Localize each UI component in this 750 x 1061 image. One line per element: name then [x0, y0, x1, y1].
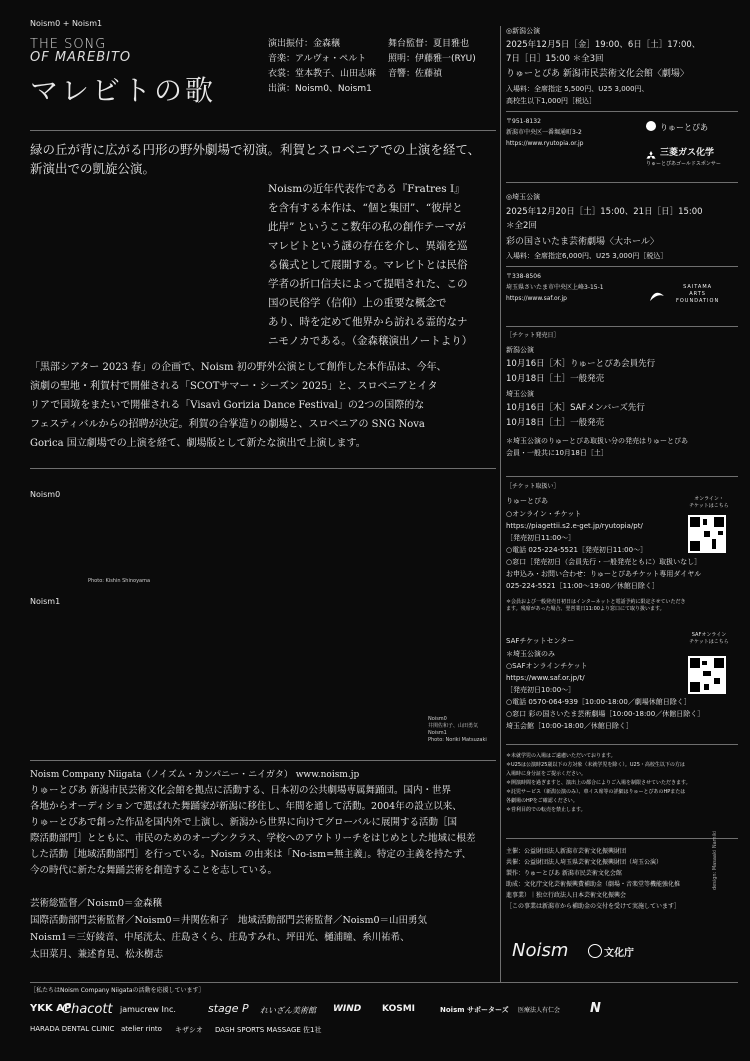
company-line: 各地からオーディションで選ばれた舞踊家が新潟に移住し、年間を通して活動。2004年の設立以来、	[30, 801, 462, 812]
staff-line: 国際活動部門芸術監督／Noism0＝井関佐和子 地域活動部門芸術監督／Noism0＝山田勇気	[30, 915, 427, 926]
credits-right	[388, 38, 503, 83]
divider	[506, 266, 738, 267]
handling-line: ＊埼玉公演のみ	[506, 650, 555, 658]
sponsor-logo: stage P	[208, 1002, 249, 1015]
sponsors-heading: ［私たちはNoism Company Niigataの活動を応援しています］	[30, 987, 205, 994]
tickets-saitama-label: 埼玉公演	[506, 390, 534, 398]
divider	[30, 982, 738, 983]
note-line: 各劇場のHPをご確認ください。	[506, 798, 578, 804]
saf-logo-line: ARTS	[689, 291, 706, 297]
niigata-venue: りゅーとぴあ 新潟市民芸術文化会館〈劇場〉	[506, 69, 689, 79]
note-line: 会員・一般共に10月18日［土］	[506, 449, 608, 457]
company-heading: Noism Company Niigata（ノイズム・カンパニー・ニイガタ） www.noism.jp	[30, 770, 360, 780]
credit-line: 照明：伊藤雅一(RYU)	[388, 54, 476, 64]
handling-line: ［発売初日10:00〜］	[506, 686, 576, 694]
company-line: 際活動部門］とともに、市民のためのオープンクラス、学校へのアウトリーチをはじめとした地域に根差	[30, 833, 476, 844]
saf-qr-label	[682, 632, 736, 646]
note-line: 此岸” というここ数年の私の創作テーマが	[268, 221, 466, 233]
photo-label-noism0: Noism0	[30, 490, 61, 499]
address-line: https://www.ryutopia.or.jp	[506, 140, 584, 147]
organizer-line: 進事業）｜独立行政法人日本芸術文化振興会	[506, 892, 627, 899]
handling-line: ○電話 0570-064-939［10:00-18:00／劇場休館日除く］	[506, 698, 691, 706]
divider	[506, 476, 738, 477]
saitama-heading: ◎埼玉公演	[506, 193, 541, 201]
handling-line: ○窓口 彩の国さいたま芸術劇場［10:00-18:00／休館日除く］	[506, 710, 705, 718]
note-line: ます。残席があった場合、翌営業日11:00より窓口にて取り扱います。	[506, 606, 665, 612]
saf-qr-code[interactable]	[688, 656, 726, 694]
sponsor-logo: Chacott	[62, 1002, 113, 1017]
company-line: Noism0 + Noism1	[30, 19, 103, 28]
date-line: 2025年12月20日［土］15:00、21日［日］15:00	[506, 207, 703, 217]
handling-line: 埼玉会館［10:00-18:00／休館日除く］	[506, 722, 633, 730]
credit-line: 音響：佐藤禎	[388, 69, 443, 79]
tickets-heading: ［チケット発売日］	[506, 332, 560, 339]
address-line: 新潟市中央区一番堀通町3-2	[506, 129, 582, 136]
note-line: Noismの近年代表作である『Fratres I』	[268, 183, 465, 195]
intro-lead	[30, 140, 496, 178]
note-line: を含有する本作は、“個と集団”、“彼岸と	[268, 202, 463, 214]
photo-label-noism1: Noism1	[30, 597, 61, 606]
credit-line: Noism0	[428, 716, 447, 722]
sponsor-logo: DASH SPORTS MASSAGE 佐1社	[215, 1026, 322, 1034]
tickets-note	[506, 435, 738, 459]
sponsor-logo: KOSMI	[382, 1004, 416, 1014]
divider	[30, 468, 496, 469]
note-line: ＊開演時間を過ぎますと、演出上の都合によりご入場を制限させていただきます。	[506, 780, 691, 786]
niigata-price	[506, 83, 738, 107]
tickets-saitama	[506, 401, 738, 431]
handling-line: ○SAFオンラインチケット	[506, 662, 588, 670]
sponsor-logo: れいざん美術館	[260, 1006, 316, 1015]
handling-line: 025-224-5521［11:00〜19:00／休館日除く］	[506, 582, 659, 590]
online-ticket-url[interactable]: https://piagettii.s2.e-get.jp/ryutopia/pt/	[506, 522, 643, 530]
ryutopia-name: りゅーとぴあ	[506, 497, 548, 505]
noism-logo: Noism	[512, 940, 569, 961]
bunka-logo-icon	[588, 944, 602, 958]
note-line: る儀式として展開する。マレビトとは民俗	[268, 259, 468, 271]
mitsubishi-logo-icon	[646, 146, 656, 156]
handling-heading: ［チケット取扱い］	[506, 483, 560, 490]
saf-name: SAFチケットセンター	[506, 637, 575, 645]
sponsor-logo: atelier rinto	[121, 1025, 162, 1033]
intro-body	[30, 358, 500, 453]
staff-line: Noism1＝三好綾音、中尾洸太、庄島さくら、庄島すみれ、坪田光、樋浦瞳、糸川祐希、	[30, 932, 410, 943]
credit-line: 井関佐和子、山田勇気	[428, 723, 479, 729]
credit-line: 衣裳：堂本教子、山田志麻	[268, 69, 377, 79]
column-divider	[500, 26, 501, 982]
divider	[506, 182, 738, 183]
ticket-line: 10月16日［木］SAFメンバーズ先行	[506, 403, 645, 413]
date-line: 2025年12月5日［金］19:00、6日［土］17:00、	[506, 40, 701, 50]
saitama-address	[506, 271, 604, 304]
saitama-dates	[506, 205, 738, 233]
note-line: ＊営利目的での転売を禁止します。	[506, 807, 586, 813]
company-line: りゅーとぴあで創った作品を国内外で上演し、新潟から世界に向けてグローバルに展開する活動［国	[30, 817, 458, 828]
ticket-line: 10月16日［木］りゅーとぴあ会員先行	[506, 359, 656, 369]
organizers	[506, 846, 738, 912]
qr-label-line: SAFオンライン	[691, 632, 727, 638]
bunka-logo: 文化庁	[604, 948, 634, 959]
date-line: ＊全2回	[506, 221, 537, 231]
organizer-line: 製作：りゅーとぴあ 新潟市民芸術文化会館	[506, 870, 622, 877]
saf-logo-line: SAITAMA	[683, 284, 713, 290]
sponsor-logo: HARADA DENTAL CLINIC	[30, 1025, 115, 1033]
saf-logo-line: FOUNDATION	[676, 298, 720, 304]
qr-label-line: チケットはこちら	[689, 503, 729, 509]
note-line: 入場時に身分証をご提示ください。	[506, 771, 587, 777]
niigata-address	[506, 116, 583, 149]
address-line: 〒951-8132	[506, 118, 541, 125]
handling-line: お申込み・お問い合わせ：りゅーとぴあチケット専用ダイヤル	[506, 570, 702, 578]
page-title: マレビトの歌	[30, 74, 217, 107]
company-line: りゅーとぴあ 新潟市民芸術文化会館を拠点に活動する、日本初の公共劇場専属舞踊団。国内・世界	[30, 785, 452, 796]
gold-sponsor-label: りゅーとぴあゴールドスポンサー	[646, 161, 721, 167]
ticket-line: 10月18日［土］一般発売	[506, 374, 605, 384]
price-line: 高校生以下1,000円［税込］	[506, 97, 597, 105]
organizer-line: 共催：公益財団法人埼玉県芸術文化振興財団（埼玉公演）	[506, 859, 663, 866]
ryutopia-qr-label	[682, 496, 736, 510]
tickets-niigata-label: 新潟公演	[506, 346, 534, 354]
price-line: 入場料：全席指定 5,500円、U25 3,000円、	[506, 85, 649, 93]
note-line: ニモノカである。（金森穣演出ノートより）	[268, 335, 473, 347]
organizer-line: 助成：文化庁文化芸術振興費補助金（劇場・音楽堂等機能強化推	[506, 881, 681, 888]
credit-line: 舞台監督：夏目雅也	[388, 39, 470, 49]
credit-line: Noism1	[428, 730, 447, 736]
english-title-2: OF MAREBITO	[30, 50, 132, 65]
note-line: ＊U25は公演時25歳以下の方対象（未就学児を除く）。U25・高校生以下の方は	[506, 762, 685, 768]
divider	[30, 130, 496, 131]
company-staff	[30, 895, 500, 963]
sponsor-logo: キザシオ	[175, 1026, 203, 1034]
credit-line: 出演：Noism0、Noism1	[268, 84, 372, 94]
ryutopia-qr-code[interactable]	[688, 515, 726, 553]
handling-line: ○電話 025-224-5521［発売初日11:00〜］	[506, 546, 648, 554]
note-line: ＊託児サービス（新潟公演のみ）、車イス席等の詳細はりゅーとぴあのHPまたは	[506, 789, 686, 795]
qr-label-line: オンライン・	[694, 496, 724, 502]
saitama-price: 入場料：全席指定6,000円、U25 3,000円［税込］	[506, 252, 668, 260]
photo-credit-2	[428, 716, 503, 744]
niigata-dates	[506, 38, 738, 66]
body-line: Gorica 国立劇場での上演を経て、劇場版として新たな演出で上演します。	[30, 438, 366, 449]
note-line: あり、時を定めて他界から訪れる霊的なナ	[268, 316, 468, 328]
sponsor-logo: Noism サポーターズ	[440, 1006, 509, 1014]
handling-line: ○オンライン・チケット	[506, 510, 582, 518]
mitsubishi-logo: 三菱ガス化学	[660, 148, 715, 158]
staff-line: 太田菜月、兼述育見、松永樹志	[30, 949, 164, 960]
ryutopia-logo-icon	[646, 121, 656, 131]
note-line: 学者の折口信夫によって提唱された、この	[268, 278, 468, 290]
credit-line: 音楽：アルヴォ・ペルト	[268, 54, 367, 64]
niigata-heading: ◎新潟公演	[506, 27, 541, 35]
address-line: https://www.saf.or.jp	[506, 295, 567, 302]
divider	[30, 760, 496, 761]
design-credit: design: Masaaki Namiki	[712, 830, 718, 890]
note-line: マレビトという謎の存在を介し、異端を巡	[268, 240, 468, 252]
credit-line: Photo: Noriki Matsuzaki	[428, 737, 487, 743]
ticket-line: 10月18日［土］一般発売	[506, 418, 605, 428]
divider	[506, 744, 738, 745]
credit-line: 演出振付：金森穣	[268, 39, 341, 49]
company-line: 今の時代に新たな舞踊芸術を創造することを志している。	[30, 865, 278, 876]
saf-lines	[506, 648, 705, 732]
saf-logo-icon	[648, 288, 666, 302]
divider	[506, 326, 738, 327]
handling-line: ［発売初日11:00〜］	[506, 534, 576, 542]
sponsor-logo: jamucrew Inc.	[120, 1005, 176, 1014]
body-line: リアで国境をまたいで開催される「Visavì Gorizia Dance Festival」の2つの国際的な	[30, 400, 425, 411]
handling-line: ○窓口［発売初日（会員先行・一般発売ともに）取扱いなし］	[506, 558, 702, 566]
divider	[506, 111, 738, 112]
organizer-line: 主催：公益財団法人新潟市芸術文化振興財団	[506, 848, 627, 855]
qr-label-line: チケットはこちら	[689, 639, 729, 645]
notes	[506, 752, 738, 815]
saf-ticket-url[interactable]: https://www.saf.or.jp/t/	[506, 674, 585, 682]
photo-credit-1: Photo: Kishin Shinoyama	[88, 578, 151, 584]
company-line: した活動［地域活動部門］を行っている。Noism の由来は「No-ism=無主義」。特定の主義を持たず、	[30, 849, 472, 860]
body-line: 「黒部シアター 2023 春」の企画で、Noism 初の野外公演として創作した本作品は、今年、	[30, 362, 447, 373]
ryutopia-lines	[506, 508, 702, 592]
body-line: 演劇の聖地・利賀村で開催される「SCOTサマー・シーズン 2025」と、スロベニアとイタ	[30, 381, 438, 392]
address-line: 〒338-8506	[506, 273, 541, 280]
note-line: ＊会員および一般発売日初日はインターネットと電話予約に限定させていただき	[506, 599, 686, 605]
saitama-venue: 彩の国さいたま芸術劇場〈大ホール〉	[506, 237, 659, 247]
body-line: フェスティバルからの招聘が決定。利賀の合掌造りの劇場と、スロベニアの SNG Nova	[30, 419, 425, 430]
company-body	[30, 783, 500, 879]
saf-logo	[676, 284, 719, 305]
lead-line: 緑の丘が背に広がる円形の野外劇場で初演。利賀とスロベニアでの上演を経て、	[30, 142, 481, 157]
tickets-niigata	[506, 357, 738, 387]
organizer-line: ［この事業は新潟市から補助金の交付を受けて実施しています］	[506, 903, 681, 910]
director-note	[268, 180, 496, 351]
sponsor-logo: WIND	[333, 1004, 362, 1014]
divider	[506, 838, 738, 839]
english-title-1: THE SONG	[30, 37, 107, 52]
date-line: 7日［日］15:00 ＊全3回	[506, 54, 604, 64]
lead-line: 新演出での凱旋公演。	[30, 161, 156, 176]
note-line: ＊未就学児の入場はご遠慮いただいております。	[506, 753, 616, 759]
note-line: 国の民俗学（信仰）上の重要な概念で	[268, 297, 447, 309]
ryutopia-logo: りゅーとぴあ	[660, 123, 708, 132]
ryutopia-note	[506, 599, 738, 613]
sponsor-logo: 医療法人有仁会	[518, 1007, 561, 1014]
staff-line: 芸術総監督／Noism0＝金森穣	[30, 898, 162, 909]
sponsor-logo: YKK AP	[30, 1003, 72, 1014]
address-line: 埼玉県さいたま市中央区上峰3-15-1	[506, 284, 604, 291]
note-line: ＊埼玉公演のりゅーとぴあ取扱い分の発売はりゅーとぴあ	[506, 437, 688, 445]
credits-left	[268, 38, 388, 98]
sponsor-logo: N	[590, 1001, 601, 1016]
